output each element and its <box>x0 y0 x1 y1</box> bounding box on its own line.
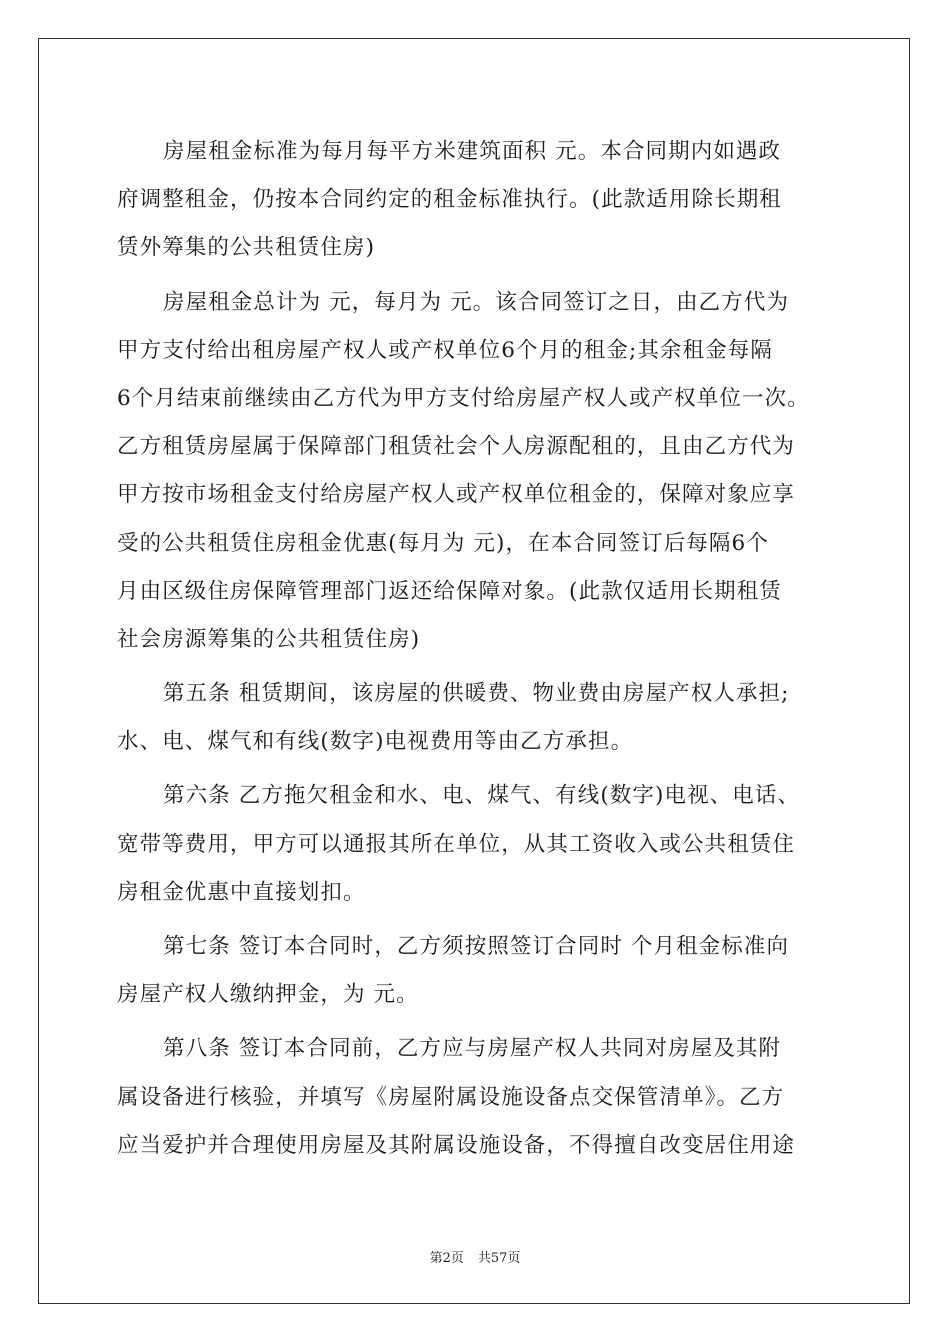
text-line: 月由区级住房保障管理部门返还给保障对象。(此款仅适用长期租赁 <box>117 578 782 604</box>
text-line: 社会房源筹集的公共租赁住房) <box>117 626 421 652</box>
document-body <box>117 128 837 1176</box>
text-line: 房屋租金标准为每月每平方米建筑面积 元。本合同期内如遇政 <box>163 139 782 164</box>
text-line: 应当爱护并合理使用房屋及其附属设施设备，不得擅自改变居住用途 <box>117 1132 796 1158</box>
text-line: 房租金优惠中直接划扣。 <box>117 879 366 905</box>
paragraph-rent-standard <box>117 128 837 273</box>
paragraph-article-6 <box>117 772 837 917</box>
text-line: 第五条 租赁期间，该房屋的供暖费、物业费由房屋产权人承担; <box>163 681 790 707</box>
text-line: 第七条 签订本合同时，乙方须按照签订合同时 个月租金标准向 <box>163 934 790 959</box>
text-line: 宽带等费用，甲方可以通报其所在单位，从其工资收入或公共租赁住 <box>117 831 796 857</box>
text-line: 水、电、煤气和有线(数字)电视费用等由乙方承担。 <box>117 729 634 755</box>
text-line: 受的公共租赁住房租金优惠(每月为 元)，在本合同签订后每隔6个 <box>117 530 769 556</box>
text-line: 属设备进行核验，并填写《房屋附属设施设备点交保管清单》。乙方 <box>117 1084 785 1110</box>
text-line: 赁外筹集的公共租赁住房) <box>117 235 376 261</box>
text-line: 甲方按市场租金支付给房屋产权人或产权单位租金的，保障对象应享 <box>117 482 796 508</box>
page-number: 第2页 <box>429 1251 464 1266</box>
text-line: 乙方租赁房屋属于保障部门租赁社会个人房源配租的，且由乙方代为 <box>117 434 796 460</box>
text-line: 6个月结束前继续由乙方代为甲方支付给房屋产权人或产权单位一次。 <box>117 385 810 411</box>
text-line: 府调整租金，仍按本合同约定的租金标准执行。(此款适用除长期租 <box>117 187 782 213</box>
total-pages: 共57页 <box>477 1251 521 1266</box>
paragraph-article-5 <box>117 670 837 766</box>
paragraph-rent-total <box>117 279 837 665</box>
text-line: 第六条 乙方拖欠租金和水、电、煤气、有线(数字)电视、电话、 <box>163 783 801 809</box>
text-line: 房屋租金总计为 元，每月为 元。该合同签订之日，由乙方代为 <box>163 289 790 315</box>
text-line: 房屋产权人缴纳押金，为 元。 <box>117 982 419 1008</box>
text-line: 第八条 签订本合同前，乙方应与房屋产权人共同对房屋及其附 <box>163 1036 782 1062</box>
text-line: 甲方支付给出租房屋产权人或产权单位6个月的租金;其余租金每隔 <box>117 337 773 363</box>
paragraph-article-8 <box>117 1025 837 1170</box>
paragraph-article-7 <box>117 923 837 1019</box>
page-footer <box>0 1247 950 1266</box>
